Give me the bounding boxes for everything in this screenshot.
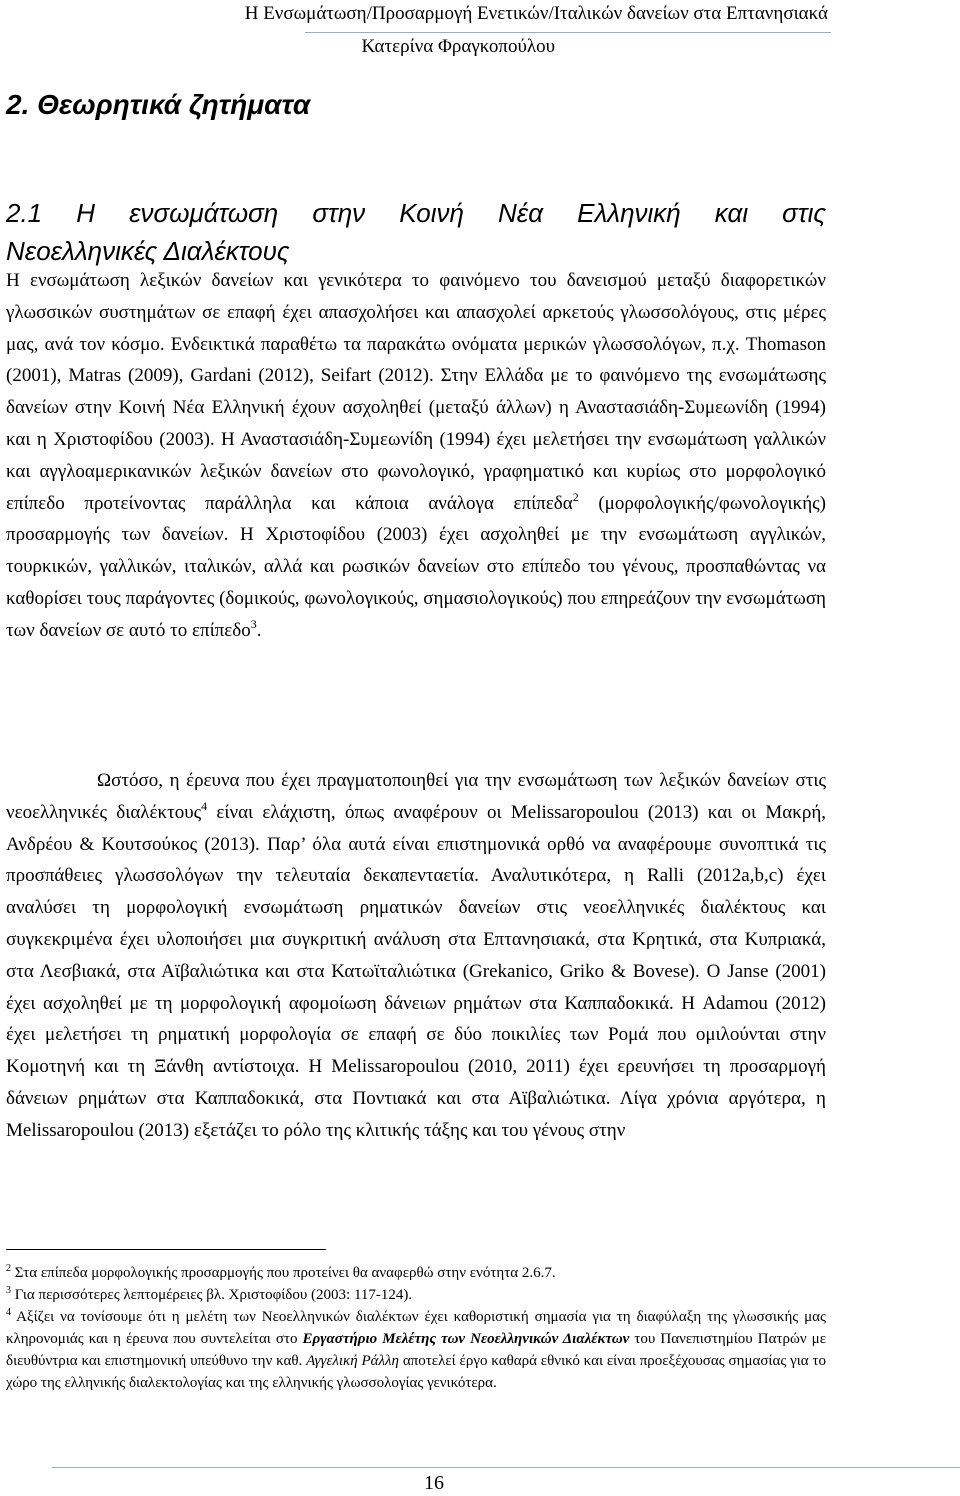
footnote-ref-3: 3 xyxy=(250,616,257,631)
paragraph-1 xyxy=(6,265,826,647)
footnote-ref-2: 2 xyxy=(572,489,579,504)
paragraph-1-text-a: Η ενσωμάτωση λεξικών δανείων και γενικότερα το φαινόμενο του δανεισμού μεταξύ διαφορετικών γλωσσικών συστημάτων σε επαφή έχει απασχολήσει και απασχολεί αρκετούς γλωσσολόγους, στις μέρες μας, ανά τον κόσμο. Ενδεικτικά παραθέτω τα παρακάτω ονόματα μερικών γλωσσολόγων, π.χ. Thomason (2001), Matras (2009), Gardani (2012), Seifart (2012). Στην Ελλάδα με το φαινόμενο της ενσωμάτωσης δανείων στην Κοινή Νέα Ελληνική έχουν ασχοληθεί (μεταξύ άλλων) η Αναστασιάδη-Συμεωνίδη (1994) και η Χριστοφίδου (2003). Η Αναστασιάδη-Συμεωνίδη (1994) έχει μελετήσει την ενσωμάτωση γαλλικών και αγγλοαμερικανικών λεξικών δανείων στο φωνολογικό, γραφηματικό και κυρίως στο μορφολογικό επίπεδο προτείνοντας παράλληλα και κάποια ανάλογα επίπεδα xyxy=(6,270,826,514)
footnote-4-text-b: του Πανεπιστημίου Πατρών με διευθύντρια και επιστημονική υπεύθυνο την καθ. xyxy=(6,1331,826,1369)
footnote-2-text: Στα επίπεδα μορφολογικής προσαρμογής που προτείνει θα αναφερθώ στην ενότητα 2.6.7. xyxy=(14,1265,556,1281)
footnote-2-number: 2 xyxy=(6,1263,11,1274)
footnote-4-person-name: Αγγελική Ράλλη xyxy=(306,1353,399,1369)
footer-rule xyxy=(52,1467,960,1468)
footnote-3-number: 3 xyxy=(6,1285,11,1296)
header-title: Η Ενσωμάτωση/Προσαρμογή Ενετικών/Ιταλικών δανείων στα Επτανησιακά xyxy=(244,3,828,24)
subsection-heading-line2: Νεοελληνικές Διαλέκτους xyxy=(6,236,290,266)
page-number: 16 xyxy=(424,1472,444,1494)
footnote-3 xyxy=(6,1284,826,1306)
footnotes xyxy=(6,1262,826,1394)
paragraph-2-text-a: Ωστόσο, η έρευνα που έχει πραγματοποιηθεί για την ενσωμάτωση των λεξικών δανείων στις νεοελληνικές διαλέκτους xyxy=(6,770,826,823)
footnote-ref-4: 4 xyxy=(201,798,208,813)
paragraph-2 xyxy=(6,765,826,1147)
paragraph-2-text-b: είναι ελάχιστη, όπως αναφέρουν οι Melissaropoulou (2013) και οι Μακρή, Ανδρέου & Κουτσούκος (2013). Παρ’ όλα αυτά είναι επιστημονικά ορθό να αναφέρουμε συνοπτικά τις προσπάθειες γλωσσολόγων την τελευταία δεκαπενταετία. Αναλυτικότερα, η Ralli (2012a,b,c) έχει αναλύσει τη μορφολογική ενσωμάτωση ρηματικών δανείων στις νεοελληνικές διαλέκτους και συγκεκριμένα έχει υλοποιήσει μια συγκριτική ανάλυση στα Επτανησιακά, στα Κρητικά, στα Κυπριακά, στα Λεσβιακά, στα Αϊβαλιώτικα και στα Κατωϊταλιώτικα (Grekanico, Griko & Bovese). Ο Janse (2001) έχει ασχοληθεί με τη μορφολογική αφομοίωση δάνειων ρημάτων στα Καππαδοκικά. Η Adamou (2012) έχει μελετήσει τη ρηματική μορφολογία σε επαφή σε δύο ποικιλίες των Ρομά που ομιλούνται στην Κομοτηνή και τη Ξάνθη αντίστοιχα. Η Melissaropoulou (2010, 2011) έχει ερευνήσει τη προσαρμογή δάνειων ρημάτων στα Καππαδοκικά, στα Ποντιακά και στα Αϊβαλιώτικα. Λίγα χρόνια αργότερα, η Melissaropoulou (2013) εξετάζει το ρόλο της κλιτικής τάξης και του γένους στην xyxy=(6,801,826,1141)
paragraph-1-text-c: . xyxy=(256,619,262,641)
footnote-3-text: Για περισσότερες λεπτομέρειες βλ. Χριστοφίδου (2003: 117-124). xyxy=(14,1287,413,1303)
section-heading: 2. Θεωρητικά ζητήματα xyxy=(6,89,311,120)
footnote-4-text-a: Αξίζει να τονίσουμε ότι η μελέτη των Νεοελληνικών διαλέκτων έχει καθοριστική σημασία για τη διαφύλαξη της γλωσσικής μας κληρονομιάς και η έρευνα που συντελείται στο xyxy=(6,1309,826,1347)
footnote-4-text-c: αποτελεί έργο καθαρά εθνικό και είναι προεξέχουσας σημασίας για το χώρο της ελληνικής διαλεκτολογίας και της ελληνικής γλωσσολογίας γενικότερα. xyxy=(6,1353,827,1391)
footnote-4 xyxy=(6,1306,826,1394)
header-author: Κατερίνα Φραγκοπούλου xyxy=(361,36,555,57)
footnote-2 xyxy=(6,1262,826,1284)
subsection-heading xyxy=(6,194,826,270)
footnote-4-lab-name: Εργαστήριο Μελέτης των Νεοελληνικών Διαλέκτων xyxy=(302,1331,630,1347)
subsection-heading-line1: 2.1 Η ενσωμάτωση στην Κοινή Νέα Ελληνική και στις xyxy=(6,198,826,228)
footnote-separator xyxy=(6,1249,326,1250)
paragraph-1-text-b: (μορφολογικής/φωνολογικής) προσαρμογής των δανείων. Η Χριστοφίδου (2003) έχει ασχοληθεί με την ενσωμάτωση αγγλικών, τουρκικών, γαλλικών, ιταλικών, αλλά και ρωσικών δανείων στο επίπεδο του γένους, προσπαθώντας να καθορίσει τους παράγοντες (δομικούς, φωνολογικούς, σημασιολογικούς) που επηρεάζουν την ενσωμάτωση των δανείων σε αυτό το επίπεδο xyxy=(6,492,826,641)
header-rule xyxy=(305,32,831,33)
footnote-4-number: 4 xyxy=(6,1307,11,1318)
